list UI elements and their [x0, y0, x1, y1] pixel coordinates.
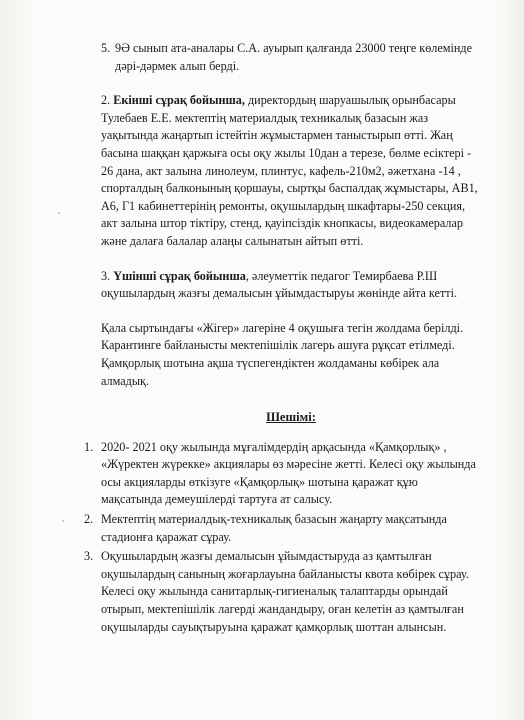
question-text: , әлеуметтік педагог Темирбаева Р.Ш оқушылардың жазғы демалысын ұйымдастыруы жөнінде айта кетті.: [101, 268, 458, 301]
question-2-paragraph: [101, 92, 481, 250]
question-number: 3.: [101, 268, 111, 283]
document-body: [84, 40, 481, 638]
question-text: директордың шаруашылық орынбасары Тулебаев Е.Е. мектептің материалдық техникалық базасын жаз уақытында жаңартып істейтін жұмыстармен таныстырып өтті. Жаң басына шаққан қаржыға осы оқу жылы 10дан а терезе, бөлме есіктері - 26 дана, акт залына линолеум, плинтус, кафель-210м2, әжетхана -14 , спорталдың балконының қоршауы, сыртқы баспалдақ жұмыстары, АВ1, А6, Г1 кабинеттерінің ремонты, оқушылардың шкафтары-250 секция, акт залына штор тіктіру, стенд, қауіпсіздік кнопкасы, видеокамералар және далаға балалар алаңы салынатын айтып өтті.: [101, 93, 478, 248]
list-item: [84, 548, 481, 636]
item-text: Мектептің материалдық-техникалық базасын жаңарту мақсатында стадионға қаражат сұрау.: [101, 512, 447, 544]
item-text: 2020- 2021 оқу жылында мұғалімдердің арқасында «Қамқорлық» , «Жүректен жүрекке» акциялары өз мәресіне жетті. Келесі оқу жылында осы акцияларды өткізуге «Қамқорлық» шотына қаражат құю мақсатында демеушілерді тартуға ат салысу.: [101, 439, 476, 507]
item-number: 5.: [101, 41, 111, 55]
list-item: [84, 511, 481, 546]
question-lead: Екінші сұрақ бойынша,: [113, 93, 245, 108]
question-3-paragraph: [101, 268, 481, 303]
item-number: 3.: [84, 549, 94, 564]
list-item: [84, 439, 481, 509]
list-item-5: [101, 40, 481, 75]
scan-speck: [58, 212, 60, 214]
item-number: 2.: [84, 512, 94, 527]
item-text: Оқушылардың жазғы демалысын ұйымдастыруда аз қамтылған оқушылардың санының жоғарлауына байланысты квота көбірек сұрау. Келесі оқу жылында санитарлық-гигиеналық талаптарды орындай отырып, мектепішілік лагерді жандандыру, оған келетін аз қамтылған оқушыларды сауықтыруына қаражат қамқорлық шоттан алынсын.: [101, 549, 469, 634]
item-text: 9Ә сынып ата-аналары С.А. ауырып қалғанда 23000 теңге көлемінде дәрі-дәрмек алып берді.: [115, 41, 473, 73]
scan-speck: [62, 520, 64, 522]
camp-paragraph: Қала сыртындағы «Жігер» лагеріне 4 оқушыға тегін жолдама берілді. Карантинге байланысты мектепішілік лагерь ашуға рұқсат етілмеді. Қамқорлық шотына ақша түспегендіктен жолдаманы көбірек ала алмадық.: [101, 320, 464, 388]
question-lead: Үшінші сұрақ бойынша: [113, 268, 246, 283]
item-number: 1.: [84, 439, 94, 454]
decision-heading: Шешімі:: [266, 410, 316, 425]
question-number: 2.: [101, 93, 111, 108]
decision-list: [84, 439, 481, 637]
